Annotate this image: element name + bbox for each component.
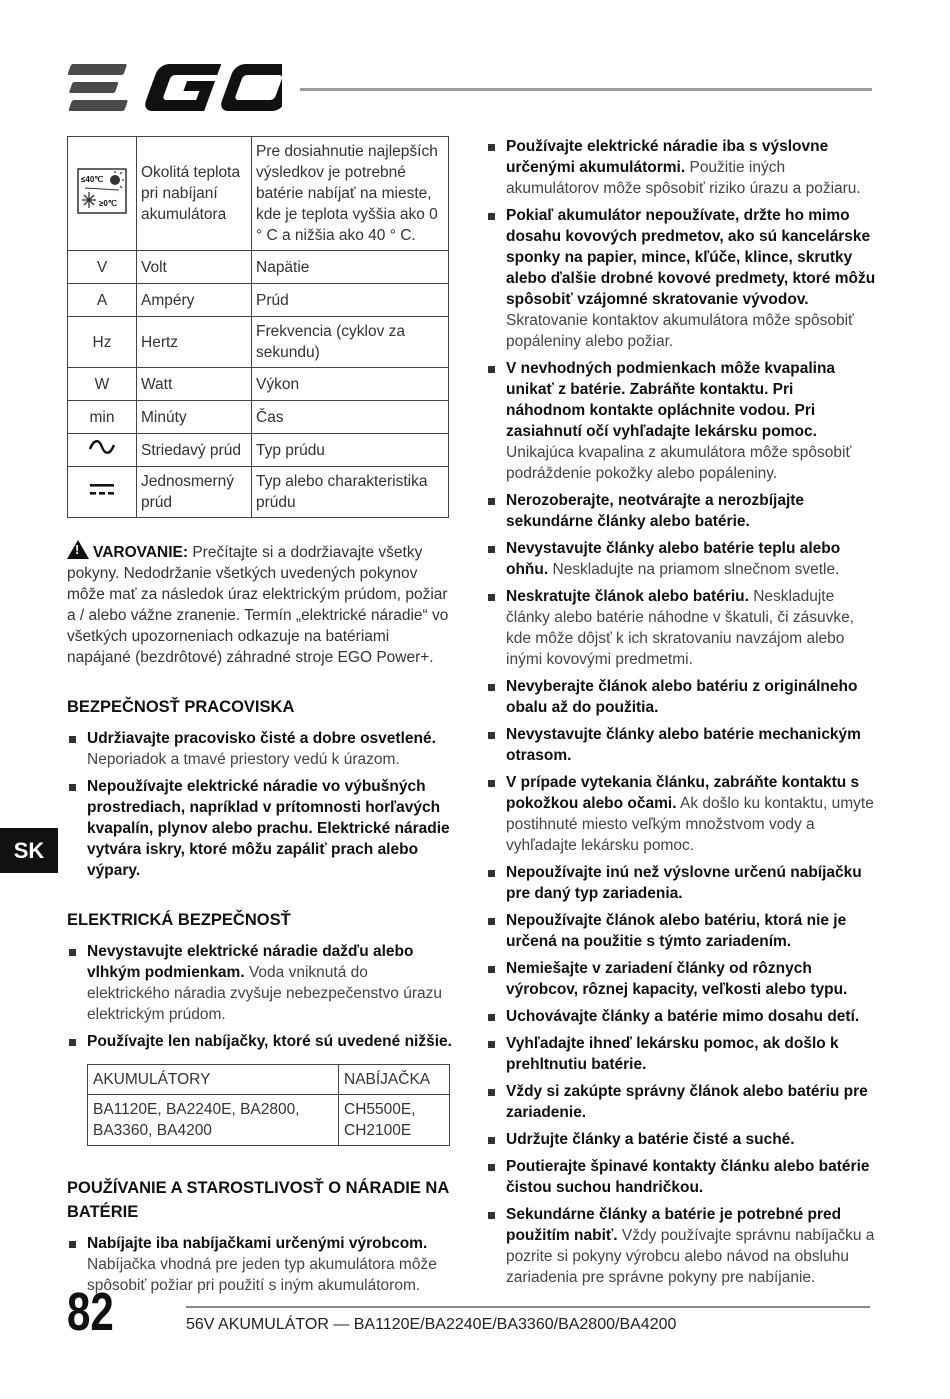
list-item: Používajte elektrické náradie iba s výslovne určenými akumulátormi. Použitie iných akumulátorov môže spôsobiť riziko úrazu a požiaru. [486,136,876,199]
list-item: Nabíjajte iba nabíjačkami určenými výrobcom. Nabíjačka vhodná pre jeden typ akumulátora môže spôsobiť požiar pri použití s iným akumulátorom. [67,1233,452,1296]
list-item: Udržujte články a batérie čisté a suché. [486,1129,876,1150]
warning-paragraph [67,538,452,668]
header-rule [300,88,872,91]
battery-charger-table [87,1064,450,1146]
list-item: Nevyberajte článok alebo batériu z originálneho obalu až do použitia. [486,676,876,718]
list-item: Používajte len nabíjačky, ktoré sú uvedené nižšie. [67,1031,452,1052]
list-item: Vždy si zakúpte správny článok alebo batériu pre zariadenie. [486,1081,876,1123]
table-row [68,251,449,284]
symbol-name: Striedavý prúd [137,434,252,467]
svg-text:≤40℃: ≤40℃ [81,174,104,184]
right-column [486,136,876,1294]
language-tab: SK [0,828,58,873]
symbol-desc: Čas [252,401,449,434]
battery-use-list [67,1233,452,1296]
symbol-code: min [68,401,137,434]
symbol-desc: Pre dosiahnutie najlepších výsledkov je potrebné batérie nabíjať na mieste, kde je teplota vyššia ako 0 ° C a nižšia ako 40 ° C. [252,137,449,251]
symbol-desc: Typ alebo charakteristika prúdu [252,467,449,518]
symbol-desc: Výkon [252,368,449,401]
list-item: Udržiavajte pracovisko čisté a dobre osvetlené. Neporiadok a tmavé priestory vedú k úrazom. [67,728,452,770]
symbol-code: W [68,368,137,401]
symbol-name: Ampéry [137,284,252,317]
temperature-icon [77,168,127,214]
list-item: Neskratujte článok alebo batériu. Neskladujte články alebo batérie náhodne v škatuli, či zásuvke, kde môže dôjsť k ich skratovaniu navzájom alebo inými kovovými predmetmi. [486,586,876,670]
table-row [68,434,449,467]
list-item: Pokiaľ akumulátor nepoužívate, držte ho mimo dosahu kovových predmetov, ako sú kancelárske sponky na papier, mince, kľúče, klince, skrutky alebo ďalšie drobné kovové predmety, ktoré môžu spôsobiť vzájomné skratovanie vývodov. Skratovanie kontaktov akumulátora môže spôsobiť popáleniny alebo požiar. [486,205,876,352]
table-row [68,137,449,251]
list-item: Poutierajte špinavé kontakty článku alebo batérie čistou suchou handričkou. [486,1156,876,1198]
symbol-name: Watt [137,368,252,401]
table-row [88,1095,450,1146]
svg-text:≥0℃: ≥0℃ [99,198,117,208]
table-row [68,401,449,434]
table-row [68,284,449,317]
list-item: Nemiešajte v zariadení články od rôznych výrobcov, rôznej kapacity, veľkosti alebo typu. [486,958,876,1000]
list-item: Vyhľadajte ihneď lekársku pomoc, ak došlo k prehltnutiu batérie. [486,1033,876,1075]
work-area-list [67,728,452,881]
left-column [67,136,452,1302]
electrical-list [67,941,452,1052]
symbol-name: Okolitá teplota pri nabíjaní akumulátora [137,137,252,251]
section-heading-battery-use: POUŽÍVANIE A STAROSTLIVOSŤ O NÁRADIE NA BATÉRIE [67,1179,449,1221]
symbol-desc: Prúd [252,284,449,317]
list-item: V nevhodných podmienkach môže kvapalina unikať z batérie. Zabráňte kontaktu. Pri náhodnom kontakte opláchnite vodou. Pri zasiahnutí očí vyhľadajte lekársku pomoc. Unikajúca kvapalina z akumulátora môže spôsobiť podráždenie pokožky alebo popáleniny. [486,358,876,484]
table-row [68,317,449,368]
list-item: Uchovávajte články a batérie mimo dosahu detí. [486,1006,876,1027]
symbol-table [67,136,449,518]
direct-current-icon [88,481,116,497]
list-item: Sekundárne články a batérie je potrebné pred použitím nabiť. Vždy používajte správnu nabíjačku a pozrite si pokyny výrobcu alebo návod na obsluhu zariadenia pre správne pokyny pre nabíjanie. [486,1204,876,1288]
list-item: Nevystavujte elektrické náradie dažďu alebo vlhkým podmienkam. Voda vniknutá do elektrického náradia zvyšuje nebezpečenstvo úrazu elektrickým prúdom. [67,941,452,1025]
symbol-name: Hertz [137,317,252,368]
ego-logo [66,62,282,114]
battery-safety-list [486,136,876,1288]
symbol-name: Minúty [137,401,252,434]
list-item: Nepoužívajte elektrické náradie vo výbušných prostrediach, napríklad v prítomnosti horľavých kvapalín, plynov alebo prachu. Elektrické náradie vytvára iskry, ktoré môžu zapáliť prach alebo výpary. [67,776,452,881]
section-heading-work-area: BEZPEČNOSŤ PRACOVISKA [67,698,295,716]
table-header-row [88,1065,450,1095]
charger-models: CH5500E, CH2100E [339,1095,450,1146]
table-row [68,368,449,401]
symbol-name: Volt [137,251,252,284]
warning-icon [67,540,89,559]
footer-rule [186,1306,870,1308]
warning-text: Prečítajte si a dodržiavajte všetky pokyny. Nedodržanie všetkých uvedených pokynov môže mať za následok úraz elektrickým prúdom, požiar a / alebo vážne zranenie. Termín „elektrické náradie“ vo všetkých upozorneniach odkazuje na batériami napájané (bezdrôtové) záhradné stroje EGO Power+. [67,544,449,666]
list-item: Nevystavujte články alebo batérie mechanickým otrasom. [486,724,876,766]
list-item: Nevystavujte články alebo batérie teplu alebo ohňu. Neskladujte na priamom slnečnom svetle. [486,538,876,580]
alternating-current-icon [88,439,116,455]
list-item: Nerozoberajte, neotvárajte a nerozbíjajte sekundárne články alebo batérie. [486,490,876,532]
column-header-batteries: AKUMULÁTORY [88,1065,339,1095]
table-row [68,467,449,518]
symbol-desc: Frekvencia (cyklov za sekundu) [252,317,449,368]
column-header-charger: NABÍJAČKA [339,1065,450,1095]
list-item: Nepoužívajte článok alebo batériu, ktorá nie je určená na použitie s týmto zariadením. [486,910,876,952]
footer-text: 56V AKUMULÁTOR — BA1120E/BA2240E/BA3360/BA2800/BA4200 [186,1316,677,1333]
symbol-name: Jednosmerný prúd [137,467,252,518]
list-item: V prípade vytekania článku, zabráňte kontaktu s pokožkou alebo očami. Ak došlo ku kontaktu, umyte postihnuté miesto veľkým množstvom vody a vyhľadajte lekársku pomoc. [486,772,876,856]
symbol-code: A [68,284,137,317]
section-heading-electrical: ELEKTRICKÁ BEZPEČNOSŤ [67,911,291,929]
symbol-code: V [68,251,137,284]
page-number: 82 [67,1282,114,1342]
battery-models: BA1120E, BA2240E, BA2800, BA3360, BA4200 [88,1095,339,1146]
warning-label: VAROVANIE: [93,544,189,561]
symbol-code: Hz [68,317,137,368]
list-item: Nepoužívajte inú než výslovne určenú nabíjačku pre daný typ zariadenia. [486,862,876,904]
symbol-desc: Typ prúdu [252,434,449,467]
symbol-desc: Napätie [252,251,449,284]
